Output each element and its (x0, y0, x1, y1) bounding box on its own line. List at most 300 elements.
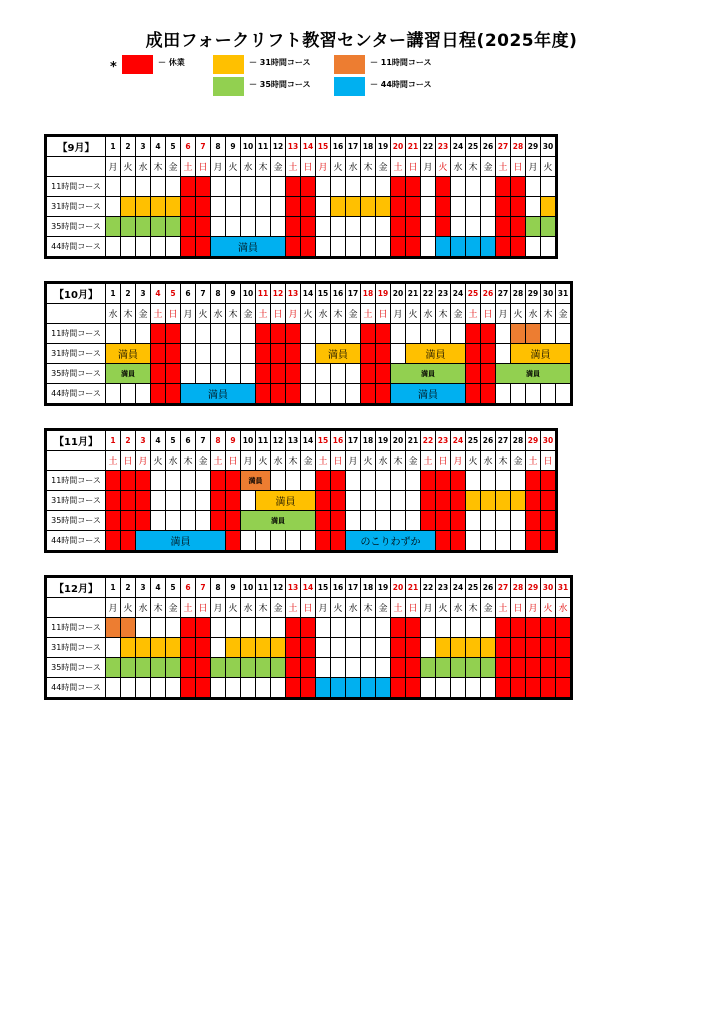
empty-day-cell (301, 471, 316, 491)
empty-day-cell (556, 384, 572, 405)
course-day-cell (136, 658, 151, 678)
course-label-31h: 31時間コース (46, 344, 106, 364)
weekday: 火 (121, 157, 136, 177)
course-label-11h: 11時間コース (46, 177, 106, 197)
closed-day-cell (271, 384, 286, 405)
weekday: 日 (406, 157, 421, 177)
weekday: 金 (376, 157, 391, 177)
closed-day-cell (271, 344, 286, 364)
empty-day-cell (346, 618, 361, 638)
day-number: 16 (331, 577, 346, 598)
day-number: 25 (466, 136, 481, 157)
empty-day-cell (211, 177, 226, 197)
weekday: 火 (151, 451, 166, 471)
closed-day-cell (361, 344, 376, 364)
closed-day-cell (286, 324, 301, 344)
legend-label-44h: － 44時間コース (370, 80, 432, 89)
empty-day-cell (361, 638, 376, 658)
weekday: 月 (421, 157, 436, 177)
empty-day-cell (421, 324, 436, 344)
empty-day-cell (181, 471, 196, 491)
weekday: 金 (241, 304, 256, 324)
weekday: 火 (226, 598, 241, 618)
weekday: 土 (151, 304, 166, 324)
closed-day-cell (316, 471, 331, 491)
weekday: 火 (436, 598, 451, 618)
closed-day-cell (256, 364, 271, 384)
empty-day-cell (106, 678, 121, 699)
closed-day-cell (511, 638, 526, 658)
empty-day-cell (391, 471, 406, 491)
closed-day-cell (181, 678, 196, 699)
weekday: 火 (121, 598, 136, 618)
weekday: 日 (301, 598, 316, 618)
empty-day-cell (106, 638, 121, 658)
empty-day-cell (151, 177, 166, 197)
empty-day-cell (226, 364, 241, 384)
day-number: 13 (286, 577, 301, 598)
empty-day-cell (136, 678, 151, 699)
empty-day-cell (361, 491, 376, 511)
weekday: 土 (391, 598, 406, 618)
empty-day-cell (316, 638, 331, 658)
day-number: 19 (376, 283, 391, 304)
booking-span: 満員 (106, 344, 151, 364)
closed-day-cell (526, 531, 541, 552)
closed-day-cell (406, 217, 421, 237)
closed-day-cell (391, 678, 406, 699)
closed-day-cell (286, 658, 301, 678)
empty-day-cell (226, 324, 241, 344)
empty-day-cell (421, 678, 436, 699)
empty-day-cell (241, 177, 256, 197)
empty-day-cell (241, 344, 256, 364)
day-number: 18 (361, 430, 376, 451)
day-number: 14 (301, 283, 316, 304)
weekday: 土 (286, 157, 301, 177)
closed-day-cell (121, 471, 136, 491)
empty-day-cell (226, 217, 241, 237)
closed-day-cell (406, 177, 421, 197)
day-number: 8 (211, 577, 226, 598)
empty-day-cell (166, 511, 181, 531)
day-number: 5 (166, 430, 181, 451)
empty-day-cell (301, 344, 316, 364)
weekday: 火 (361, 451, 376, 471)
closed-day-cell (496, 638, 511, 658)
closed-day-cell (256, 384, 271, 405)
weekday: 月 (286, 304, 301, 324)
empty-day-cell (331, 324, 346, 344)
empty-day-cell (271, 678, 286, 699)
empty-day-cell (541, 237, 557, 258)
day-number: 23 (436, 577, 451, 598)
course-day-cell (211, 658, 226, 678)
empty-day-cell (391, 491, 406, 511)
day-number: 27 (496, 136, 511, 157)
day-number: 30 (541, 136, 557, 157)
closed-day-cell (421, 471, 436, 491)
closed-day-cell (451, 471, 466, 491)
course-day-cell (331, 197, 346, 217)
empty-day-cell (331, 217, 346, 237)
closed-day-cell (301, 638, 316, 658)
closed-day-cell (166, 384, 181, 405)
closed-day-cell (331, 531, 346, 552)
weekday: 月 (106, 157, 121, 177)
weekday: 金 (166, 157, 181, 177)
closed-day-cell (376, 324, 391, 344)
day-number: 14 (301, 577, 316, 598)
course-label-35h: 35時間コース (46, 511, 106, 531)
course-label-35h: 35時間コース (46, 658, 106, 678)
booking-span: 満員 (106, 364, 151, 384)
empty-day-cell (346, 237, 361, 258)
empty-day-cell (211, 197, 226, 217)
closed-day-cell (541, 491, 557, 511)
booking-span: 満員 (391, 384, 466, 405)
day-number: 10 (241, 136, 256, 157)
closed-day-cell (211, 471, 226, 491)
course-day-cell (481, 638, 496, 658)
booking-span: 満員 (391, 364, 466, 384)
legend-label-11h: － 11時間コース (370, 58, 432, 67)
empty-day-cell (466, 197, 481, 217)
empty-day-cell (181, 364, 196, 384)
closed-day-cell (106, 511, 121, 531)
day-number: 11 (256, 577, 271, 598)
header-blank (46, 598, 106, 618)
closed-day-cell (361, 364, 376, 384)
month-label: 【10月】 (46, 283, 106, 304)
booking-span: のこりわずか (346, 531, 436, 552)
weekday: 金 (136, 304, 151, 324)
closed-day-cell (181, 618, 196, 638)
weekday: 金 (271, 598, 286, 618)
booking-span: 満員 (496, 364, 572, 384)
day-number: 24 (451, 283, 466, 304)
empty-day-cell (466, 511, 481, 531)
empty-day-cell (256, 217, 271, 237)
booking-span: 満員 (316, 344, 361, 364)
empty-day-cell (541, 177, 557, 197)
empty-day-cell (256, 197, 271, 217)
empty-day-cell (271, 618, 286, 638)
empty-day-cell (106, 237, 121, 258)
empty-day-cell (301, 364, 316, 384)
empty-day-cell (436, 618, 451, 638)
day-number: 15 (316, 136, 331, 157)
closed-day-cell (511, 217, 526, 237)
closed-day-cell (376, 344, 391, 364)
course-day-cell (511, 324, 526, 344)
day-number: 3 (136, 283, 151, 304)
day-number: 28 (511, 136, 526, 157)
course-label-11h: 11時間コース (46, 324, 106, 344)
day-number: 15 (316, 577, 331, 598)
closed-day-cell (151, 384, 166, 405)
empty-day-cell (316, 364, 331, 384)
empty-day-cell (496, 344, 511, 364)
empty-day-cell (421, 638, 436, 658)
weekday: 木 (151, 157, 166, 177)
empty-day-cell (541, 324, 556, 344)
day-number: 20 (391, 136, 406, 157)
empty-day-cell (106, 177, 121, 197)
course-day-cell (466, 491, 481, 511)
day-number: 5 (166, 283, 181, 304)
closed-day-cell (106, 491, 121, 511)
closed-day-cell (511, 658, 526, 678)
empty-day-cell (466, 618, 481, 638)
empty-day-cell (346, 658, 361, 678)
course-day-cell (241, 658, 256, 678)
empty-day-cell (511, 511, 526, 531)
empty-day-cell (376, 237, 391, 258)
day-number: 15 (316, 283, 331, 304)
day-number: 24 (451, 430, 466, 451)
day-number: 7 (196, 577, 211, 598)
day-number: 21 (406, 430, 421, 451)
closed-day-cell (451, 491, 466, 511)
course-day-cell (376, 197, 391, 217)
closed-day-cell (151, 344, 166, 364)
header-blank (46, 451, 106, 471)
closed-day-cell (181, 237, 196, 258)
empty-day-cell (121, 324, 136, 344)
weekday: 水 (481, 451, 496, 471)
day-number: 14 (301, 136, 316, 157)
closed-day-cell (406, 197, 421, 217)
day-number: 2 (121, 136, 136, 157)
weekday: 金 (481, 157, 496, 177)
closed-day-cell (541, 511, 557, 531)
closed-day-cell (556, 618, 572, 638)
course-day-cell (166, 197, 181, 217)
weekday: 土 (421, 451, 436, 471)
day-number: 28 (511, 283, 526, 304)
empty-day-cell (451, 177, 466, 197)
course-day-cell (151, 638, 166, 658)
closed-day-cell (286, 197, 301, 217)
closed-day-cell (436, 197, 451, 217)
empty-day-cell (451, 678, 466, 699)
empty-day-cell (526, 237, 541, 258)
weekday: 日 (271, 304, 286, 324)
closed-day-cell (406, 237, 421, 258)
page-title: 成田フォークリフト教習センター講習日程(2025年度) (145, 31, 578, 51)
empty-day-cell (481, 511, 496, 531)
weekday: 木 (466, 598, 481, 618)
weekday: 日 (301, 157, 316, 177)
day-number: 16 (331, 430, 346, 451)
course-day-cell (106, 217, 121, 237)
weekday: 火 (301, 304, 316, 324)
closed-day-cell (496, 217, 511, 237)
empty-day-cell (451, 618, 466, 638)
empty-day-cell (241, 364, 256, 384)
empty-day-cell (121, 237, 136, 258)
day-number: 29 (526, 577, 541, 598)
day-number: 22 (421, 283, 436, 304)
day-number: 4 (151, 430, 166, 451)
day-number: 27 (496, 577, 511, 598)
weekday: 日 (511, 157, 526, 177)
weekday: 木 (466, 157, 481, 177)
day-number: 12 (271, 136, 286, 157)
weekday: 木 (361, 157, 376, 177)
empty-day-cell (271, 197, 286, 217)
closed-day-cell (496, 237, 511, 258)
weekday: 月 (136, 451, 151, 471)
course-day-cell (466, 658, 481, 678)
day-number: 11 (256, 136, 271, 157)
day-number: 9 (226, 283, 241, 304)
weekday: 土 (526, 451, 541, 471)
empty-day-cell (301, 531, 316, 552)
course-day-cell (451, 237, 466, 258)
course-day-cell (121, 638, 136, 658)
day-number: 12 (271, 283, 286, 304)
course-day-cell (121, 658, 136, 678)
weekday: 月 (106, 598, 121, 618)
weekday: 水 (556, 598, 572, 618)
legend (0, 0, 723, 110)
closed-day-cell (301, 217, 316, 237)
day-number: 17 (346, 283, 361, 304)
empty-day-cell (181, 324, 196, 344)
empty-day-cell (166, 237, 181, 258)
closed-day-cell (226, 511, 241, 531)
weekday: 日 (196, 157, 211, 177)
day-number: 14 (301, 430, 316, 451)
month-november (44, 428, 558, 553)
weekday: 木 (256, 157, 271, 177)
weekday: 水 (451, 598, 466, 618)
empty-day-cell (106, 384, 121, 405)
empty-day-cell (346, 364, 361, 384)
course-day-cell (316, 678, 331, 699)
course-day-cell (436, 658, 451, 678)
weekday: 金 (481, 598, 496, 618)
closed-day-cell (301, 197, 316, 217)
empty-day-cell (481, 531, 496, 552)
course-day-cell (151, 217, 166, 237)
day-number: 31 (556, 577, 572, 598)
weekday: 土 (181, 157, 196, 177)
empty-day-cell (151, 237, 166, 258)
closed-day-cell (376, 364, 391, 384)
empty-day-cell (346, 324, 361, 344)
closed-day-cell (226, 491, 241, 511)
closed-day-cell (556, 638, 572, 658)
empty-day-cell (541, 384, 556, 405)
day-number: 17 (346, 430, 361, 451)
closed-day-cell (556, 678, 572, 699)
empty-day-cell (421, 177, 436, 197)
empty-day-cell (526, 197, 541, 217)
booking-span: 満員 (256, 491, 316, 511)
weekday: 木 (286, 451, 301, 471)
closed-day-cell (481, 344, 496, 364)
closed-day-cell (151, 364, 166, 384)
weekday: 日 (541, 451, 557, 471)
empty-day-cell (406, 491, 421, 511)
empty-day-cell (346, 471, 361, 491)
closed-day-cell (361, 324, 376, 344)
closed-day-cell (436, 531, 451, 552)
empty-day-cell (361, 471, 376, 491)
closed-day-cell (286, 618, 301, 638)
empty-day-cell (166, 678, 181, 699)
weekday: 木 (226, 304, 241, 324)
course-label-31h: 31時間コース (46, 638, 106, 658)
empty-day-cell (241, 678, 256, 699)
closed-day-cell (271, 324, 286, 344)
course-day-cell (256, 638, 271, 658)
empty-day-cell (136, 618, 151, 638)
weekday: 金 (166, 598, 181, 618)
empty-day-cell (526, 384, 541, 405)
closed-day-cell (526, 511, 541, 531)
closed-day-cell (106, 531, 121, 552)
empty-day-cell (226, 678, 241, 699)
weekday: 土 (286, 598, 301, 618)
course-day-cell (436, 237, 451, 258)
weekday: 日 (166, 304, 181, 324)
weekday: 日 (481, 304, 496, 324)
weekday: 土 (316, 451, 331, 471)
weekday: 土 (391, 157, 406, 177)
empty-day-cell (421, 197, 436, 217)
closed-day-cell (526, 618, 541, 638)
course-day-cell (121, 217, 136, 237)
weekday: 木 (436, 304, 451, 324)
empty-day-cell (466, 531, 481, 552)
weekday: 月 (211, 157, 226, 177)
course-label-35h: 35時間コース (46, 217, 106, 237)
empty-day-cell (391, 324, 406, 344)
day-number: 29 (526, 136, 541, 157)
closed-day-cell (121, 531, 136, 552)
closed-day-cell (421, 511, 436, 531)
empty-day-cell (556, 324, 572, 344)
closed-day-cell (391, 638, 406, 658)
empty-day-cell (406, 471, 421, 491)
day-number: 7 (196, 136, 211, 157)
day-number: 4 (151, 577, 166, 598)
weekday: 金 (451, 304, 466, 324)
closed-day-cell (526, 638, 541, 658)
course-day-cell (136, 638, 151, 658)
empty-day-cell (346, 491, 361, 511)
weekday: 月 (526, 157, 541, 177)
closed-day-cell (481, 384, 496, 405)
empty-day-cell (136, 324, 151, 344)
empty-day-cell (376, 638, 391, 658)
closed-day-cell (541, 471, 557, 491)
empty-day-cell (211, 324, 226, 344)
closed-day-cell (391, 177, 406, 197)
day-number: 27 (496, 283, 511, 304)
course-label-31h: 31時間コース (46, 491, 106, 511)
empty-day-cell (166, 471, 181, 491)
closed-day-cell (301, 678, 316, 699)
calendar-table (44, 575, 573, 700)
weekday: 木 (121, 304, 136, 324)
day-number: 8 (211, 283, 226, 304)
closed-day-cell (511, 678, 526, 699)
